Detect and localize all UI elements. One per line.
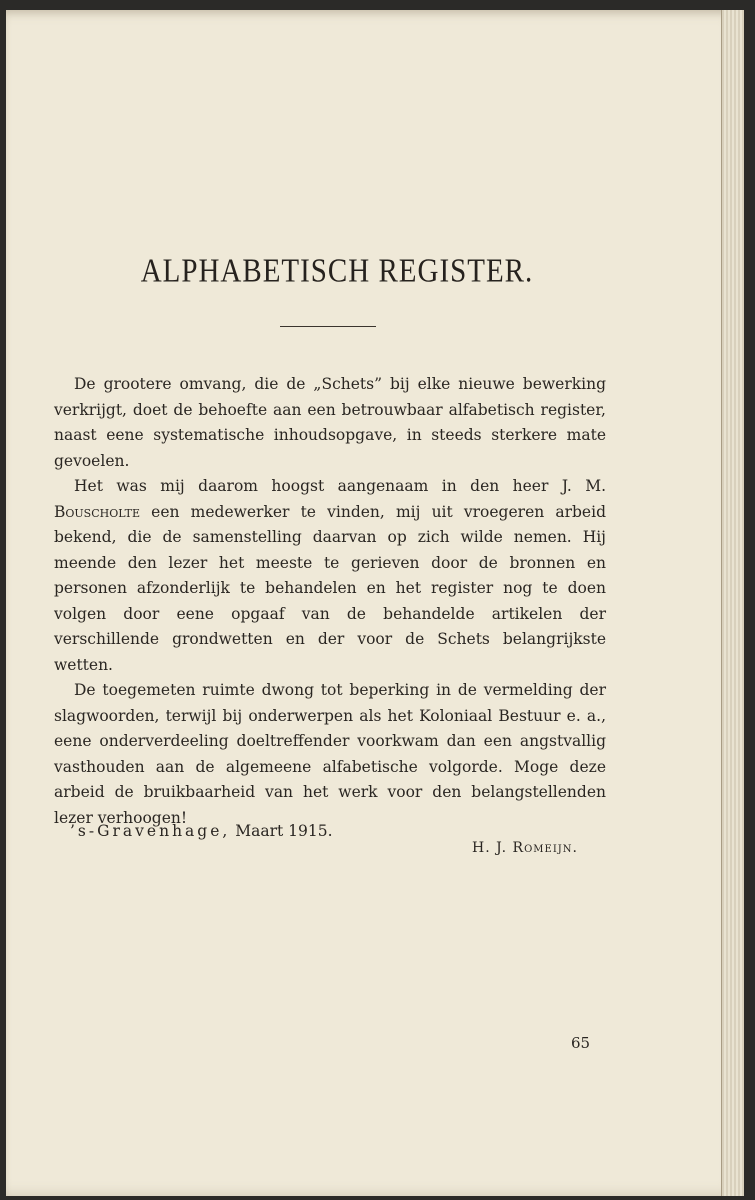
date: Maart 1915. [235, 822, 333, 840]
signature [472, 840, 578, 856]
preface-body [54, 372, 606, 831]
title-rule [280, 326, 376, 327]
paragraph-2 [54, 474, 606, 678]
signature-initials: H. J. [472, 840, 508, 856]
place: ’s-Gravenhage, [70, 822, 231, 840]
author-name: Bouscholte [54, 502, 141, 521]
page-number: 65 [571, 1034, 591, 1052]
page [6, 10, 744, 1196]
page-title: ALPHABETISCH REGISTER. [140, 252, 534, 290]
paragraph-1: De grootere omvang, die de „Schets” bij elke nieuwe bewerking verkrijgt, doet de behoefte aan een betrouwbaar alfabetisch register, naast eene systematische inhoudsopgave, in steeds sterkere mate gevoelen. [54, 375, 606, 470]
page-edge [721, 10, 744, 1196]
place-date [70, 822, 333, 840]
paragraph-3: De toegemeten ruimte dwong tot beperking in de vermelding der slagwoorden, terwijl bij onderwerpen als het Koloniaal Bestuur e. a., eene onderverdeeling doeltreffender voorkwam dan een angstvallig vasthouden aan de algemeene alfabetische volgorde. Moge deze arbeid de bruikbaarheid van het werk voor den belangstellenden lezer verhoogen! [54, 681, 606, 827]
paragraph-2-start: Het was mij daarom hoogst aangenaam in den heer J. M. [74, 477, 606, 495]
signature-name: Romeijn. [512, 840, 578, 856]
paragraph-2-end: een medewerker te vinden, mij uit vroegeren arbeid bekend, die de samenstelling daarvan op zich wilde nemen. Hij meende den lezer het meeste te gerieven door de bronnen en personen afzonderlijk te behandelen en het register nog te doen volgen door eene opgaaf van de behandelde artikelen der verschillende grondwetten en der voor de Schets belangrijkste wetten. [54, 502, 606, 674]
